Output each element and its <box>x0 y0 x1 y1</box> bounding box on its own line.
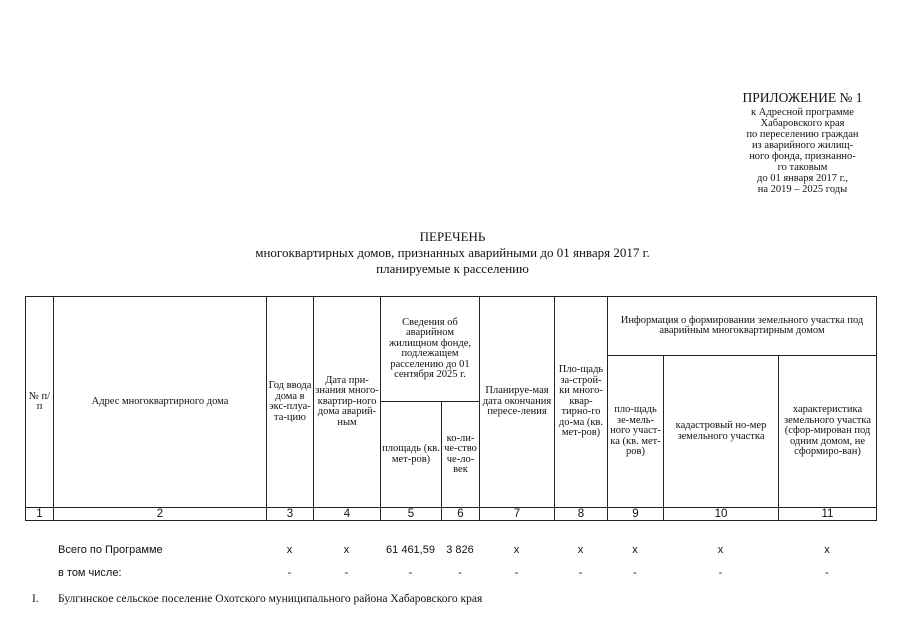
column-number: 1 <box>26 508 54 521</box>
header-land-info: Информация о формировании земельного участка под аварийным многоквартирным домом <box>608 297 877 356</box>
document-heading: ПЕРЕЧЕНЬ <box>419 229 486 244</box>
totals-table <box>25 538 876 584</box>
appendix-line: Хабаровского края <box>760 118 845 129</box>
including-value: - <box>514 566 519 579</box>
appendix-line: на 2019 – 2025 годы <box>757 184 848 195</box>
appendix-line: го таковым <box>777 162 828 173</box>
including-value: - <box>408 566 413 579</box>
total-value: х <box>824 543 830 556</box>
section-title: Булгинское сельское поселение Охотского муниципального района Хабаровского края <box>58 593 483 605</box>
column-number: 5 <box>381 508 442 521</box>
header-address: Адрес многоквартирного дома <box>54 297 267 508</box>
header-built-area: Пло-щадь за-строй-ки много-квар-тирно-го до-ма (кв. мет-ров) <box>555 297 608 508</box>
header-recognition-date: Дата при-знания много-квартир-ного дома аварий-ным <box>314 297 381 508</box>
including-value: - <box>718 566 723 579</box>
including-value: - <box>578 566 583 579</box>
including-value: - <box>287 566 292 579</box>
including-value: - <box>633 566 637 579</box>
total-label: Всего по Программе <box>58 543 163 556</box>
header-area: площадь (кв. мет-ров) <box>381 402 442 508</box>
total-value: х <box>286 543 293 556</box>
header-num: № п/п <box>26 297 54 508</box>
column-number: 7 <box>480 508 555 521</box>
appendix-line: из аварийного жилищ- <box>751 140 854 151</box>
header-planned-date: Планируе-мая дата окончания пересе-ления <box>480 297 555 508</box>
column-number: 4 <box>314 508 381 521</box>
header-cadastral: кадастровый но-мер земельного участка <box>664 356 779 508</box>
total-value: 3 826 <box>446 543 474 556</box>
appendix-line: ного фонда, признанно- <box>749 151 856 162</box>
including-row <box>25 561 876 584</box>
including-value: - <box>344 566 349 579</box>
document-subtitle-line-1: многоквартирных домов, признанных аварийными до 01 января 2017 г. <box>255 245 650 260</box>
document-subtitle-line-2: планируемые к расселению <box>376 261 529 276</box>
header-land-area: пло-щадь зе-мель-ного участ-ка (кв. мет-ров) <box>608 356 664 508</box>
total-row <box>25 538 876 561</box>
total-value: 61 461,59 <box>386 543 435 556</box>
header-land-characteristic: характеристика земельного участка (сфор-мирован под одним домом, не сформиро-ван) <box>779 356 877 508</box>
document-title <box>0 229 905 277</box>
column-number: 8 <box>555 508 608 521</box>
section-number: I. <box>32 593 39 605</box>
housing-table <box>25 296 877 521</box>
column-number: 2 <box>54 508 267 521</box>
including-label: в том числе: <box>58 566 122 579</box>
header-emergency-fund: Сведения об аварийном жилищном фонде, подлежащем расселению до 01 сентября 2025 г. <box>381 297 480 402</box>
including-value: - <box>825 566 829 579</box>
total-value: х <box>632 543 638 556</box>
total-value: х <box>577 543 584 556</box>
total-value: х <box>717 543 724 556</box>
appendix-line: к Адресной программе <box>751 107 854 118</box>
column-number: 6 <box>442 508 480 521</box>
section-heading <box>32 593 482 605</box>
column-number: 3 <box>267 508 314 521</box>
header-people: ко-ли-че-ство че-ло-век <box>442 402 480 508</box>
appendix-title: ПРИЛОЖЕНИЕ № 1 <box>742 90 863 105</box>
including-value: - <box>458 566 462 579</box>
column-number: 9 <box>608 508 664 521</box>
appendix-line: до 01 января 2017 г., <box>757 173 848 184</box>
appendix-block <box>700 90 905 195</box>
total-value: х <box>513 543 520 556</box>
total-value: х <box>343 543 350 556</box>
column-number: 11 <box>779 508 877 521</box>
header-year: Год ввода дома в экс-плуа-та-цию <box>267 297 314 508</box>
appendix-line: по переселению граждан <box>746 129 859 140</box>
column-number: 10 <box>664 508 779 521</box>
